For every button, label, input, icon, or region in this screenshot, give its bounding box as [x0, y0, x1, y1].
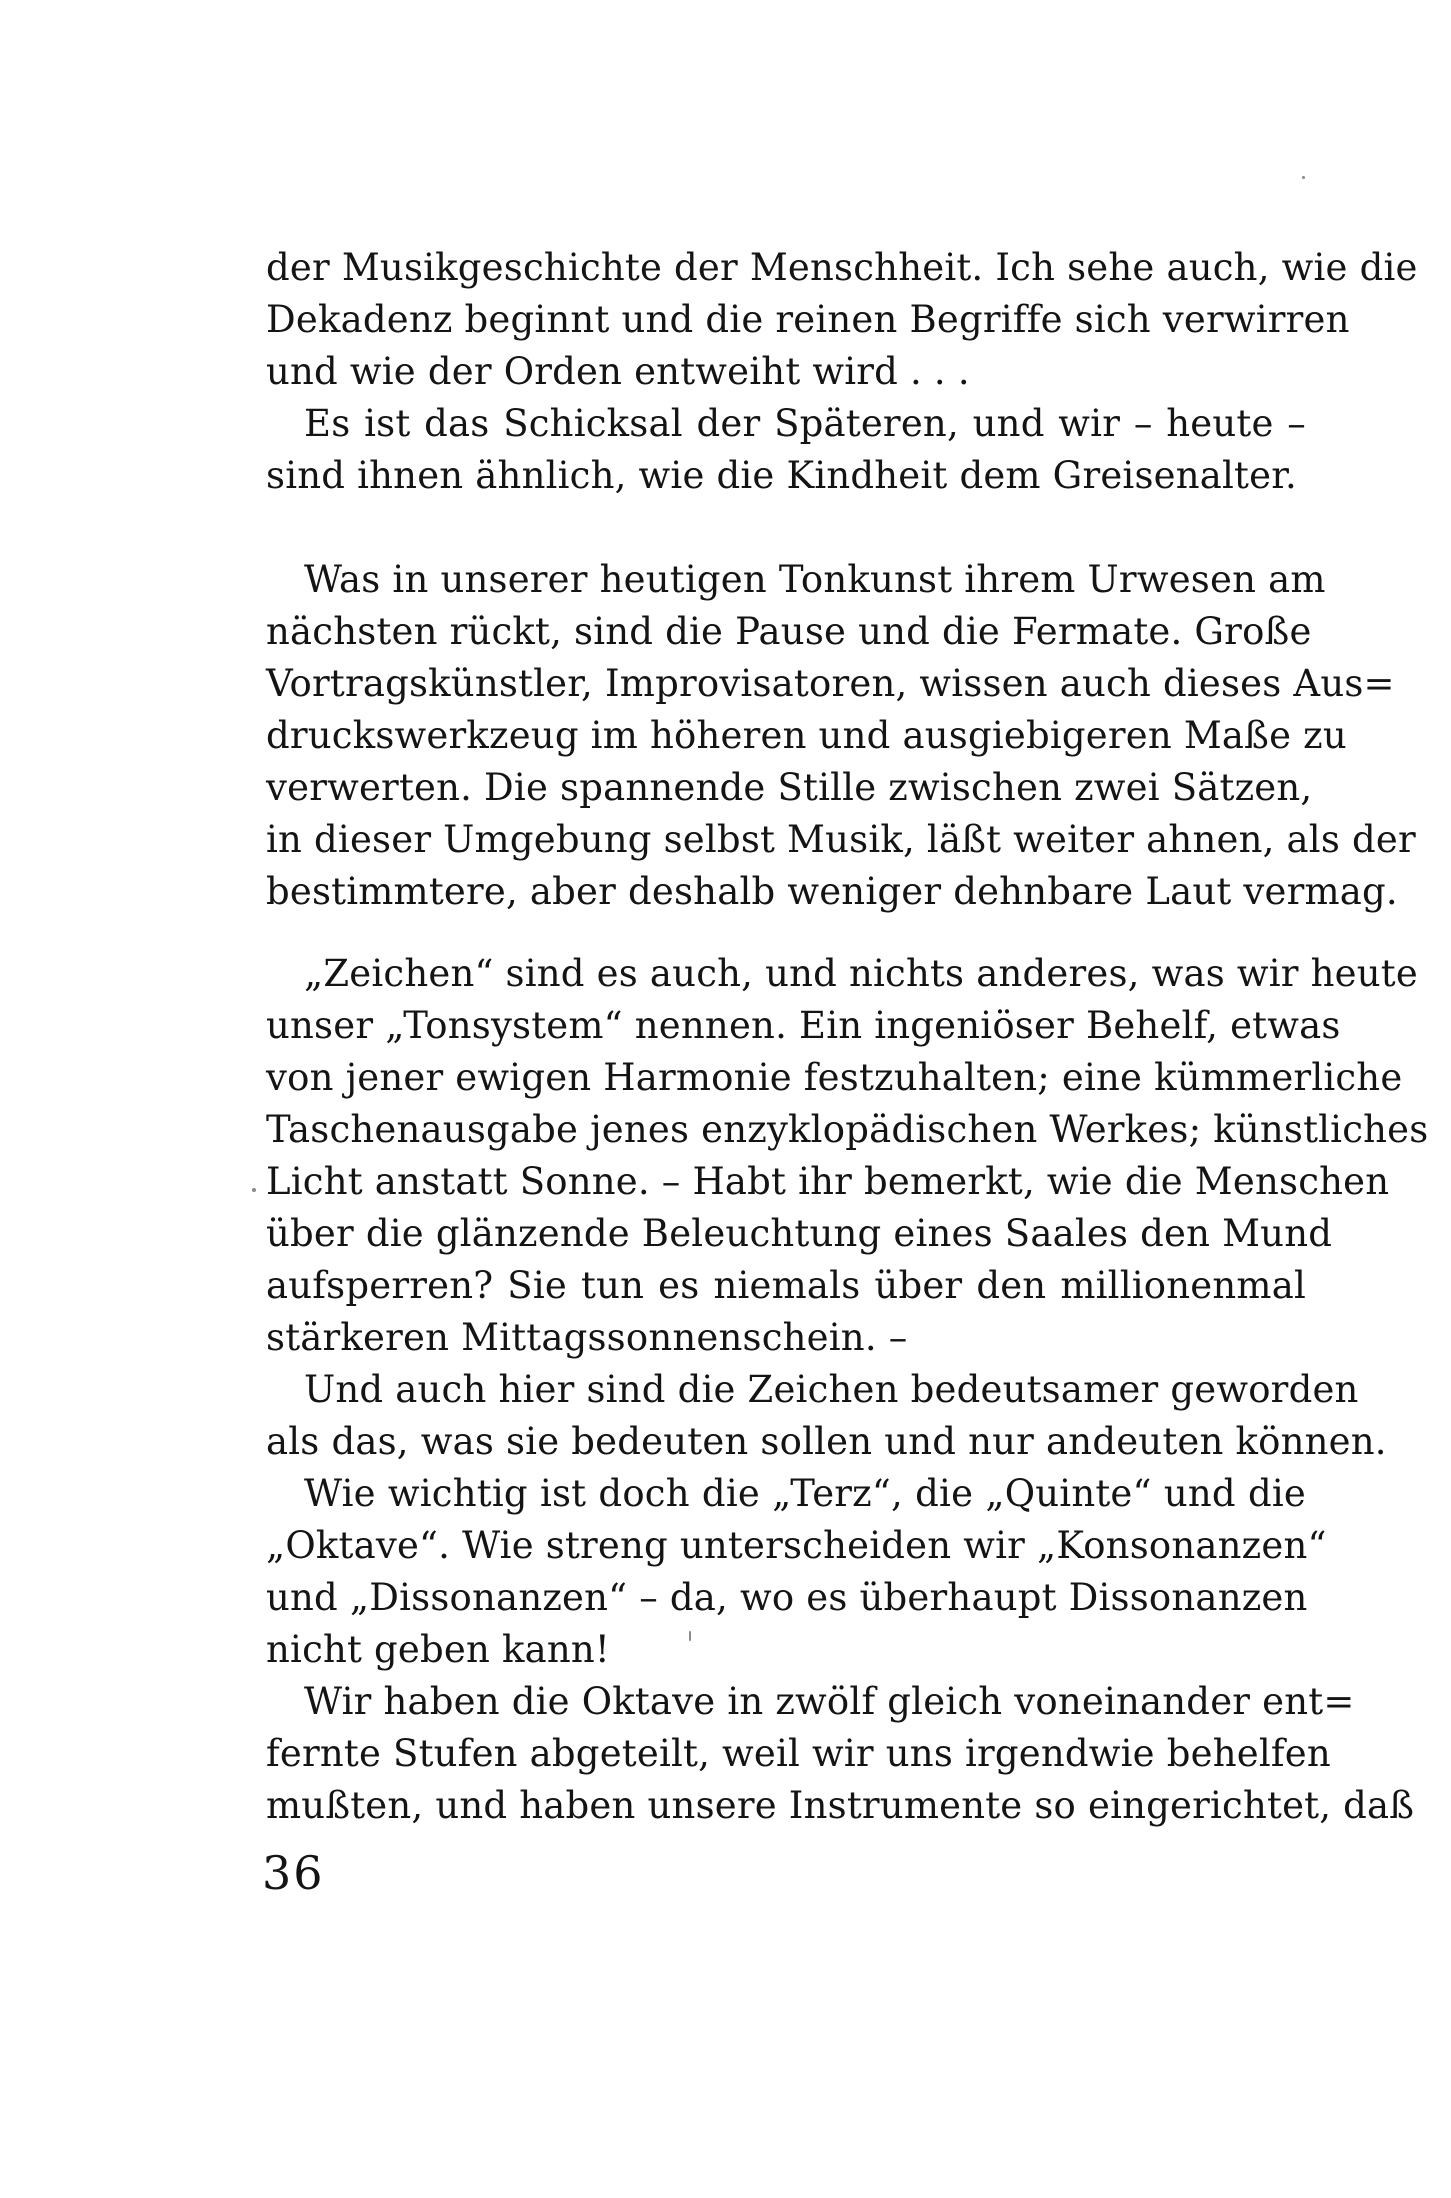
text-line: verwerten. Die spannende Stille zwischen zwei Sätzen, — [266, 766, 1313, 809]
text-line: und „Dissonanzen“ – da, wo es überhaupt Dissonanzen — [266, 1576, 1308, 1619]
text-line: über die glänzende Beleuchtung eines Saales den Mund — [266, 1212, 1333, 1255]
paragraph-block-1 — [266, 242, 1418, 502]
text-line: „Zeichen“ sind es auch, und nichts anderes, was wir heute — [304, 952, 1418, 995]
text-line: von jener ewigen Harmonie festzuhalten; eine kümmerliche — [266, 1056, 1403, 1099]
scan-speck — [689, 1631, 691, 1641]
text-line: bestimmtere, aber deshalb weniger dehnbare Laut vermag. — [266, 870, 1398, 913]
text-line: und wie der Orden entweiht wird . . . — [266, 350, 970, 393]
text-line: nächsten rückt, sind die Pause und die Fermate. Große — [266, 610, 1312, 653]
scan-speck — [1302, 176, 1305, 179]
text-line: Es ist das Schicksal der Späteren, und wir – heute – — [304, 402, 1306, 445]
text-line: mußten, und haben unsere Instrumente so eingerichtet, daß — [266, 1784, 1415, 1827]
text-line: Was in unserer heutigen Tonkunst ihrem Urwesen am — [304, 558, 1326, 601]
paragraph-block-3 — [266, 948, 1429, 1832]
paragraph-block-2 — [266, 554, 1416, 918]
text-line: Licht anstatt Sonne. – Habt ihr bemerkt, wie die Menschen — [266, 1160, 1390, 1203]
text-line: Taschenausgabe jenes enzyklopädischen Werkes; künstliches — [266, 1108, 1429, 1151]
text-line: Dekadenz beginnt und die reinen Begriffe sich verwirren — [266, 298, 1350, 341]
text-line: unser „Tonsystem“ nennen. Ein ingeniöser Behelf, etwas — [266, 1004, 1341, 1047]
text-line: „Oktave“. Wie streng unterscheiden wir „Konsonanzen“ — [266, 1524, 1327, 1567]
scan-speck — [252, 1188, 256, 1192]
text-line: aufsperren? Sie tun es niemals über den millionenmal — [266, 1264, 1306, 1307]
text-line: Und auch hier sind die Zeichen bedeutsamer geworden — [304, 1368, 1359, 1411]
text-line: stärkeren Mittagssonnenschein. – — [266, 1316, 908, 1359]
text-line: Wir haben die Oktave in zwölf gleich voneinander ent= — [304, 1680, 1355, 1723]
page-number: 36 — [262, 1846, 325, 1900]
text-line: als das, was sie bedeuten sollen und nur andeuten können. — [266, 1420, 1387, 1463]
text-line: Wie wichtig ist doch die „Terz“, die „Quinte“ und die — [304, 1472, 1306, 1515]
text-line: fernte Stufen abgeteilt, weil wir uns irgendwie behelfen — [266, 1732, 1331, 1775]
text-line: nicht geben kann! — [266, 1628, 611, 1671]
text-line: der Musikgeschichte der Menschheit. Ich sehe auch, wie die — [266, 246, 1418, 289]
text-line: Vortragskünstler, Improvisatoren, wissen auch dieses Aus= — [266, 662, 1395, 705]
text-line: in dieser Umgebung selbst Musik, läßt weiter ahnen, als der — [266, 818, 1416, 861]
text-line: sind ihnen ähnlich, wie die Kindheit dem Greisenalter. — [266, 454, 1298, 497]
text-line: druckswerkzeug im höheren und ausgiebigeren Maße zu — [266, 714, 1347, 757]
